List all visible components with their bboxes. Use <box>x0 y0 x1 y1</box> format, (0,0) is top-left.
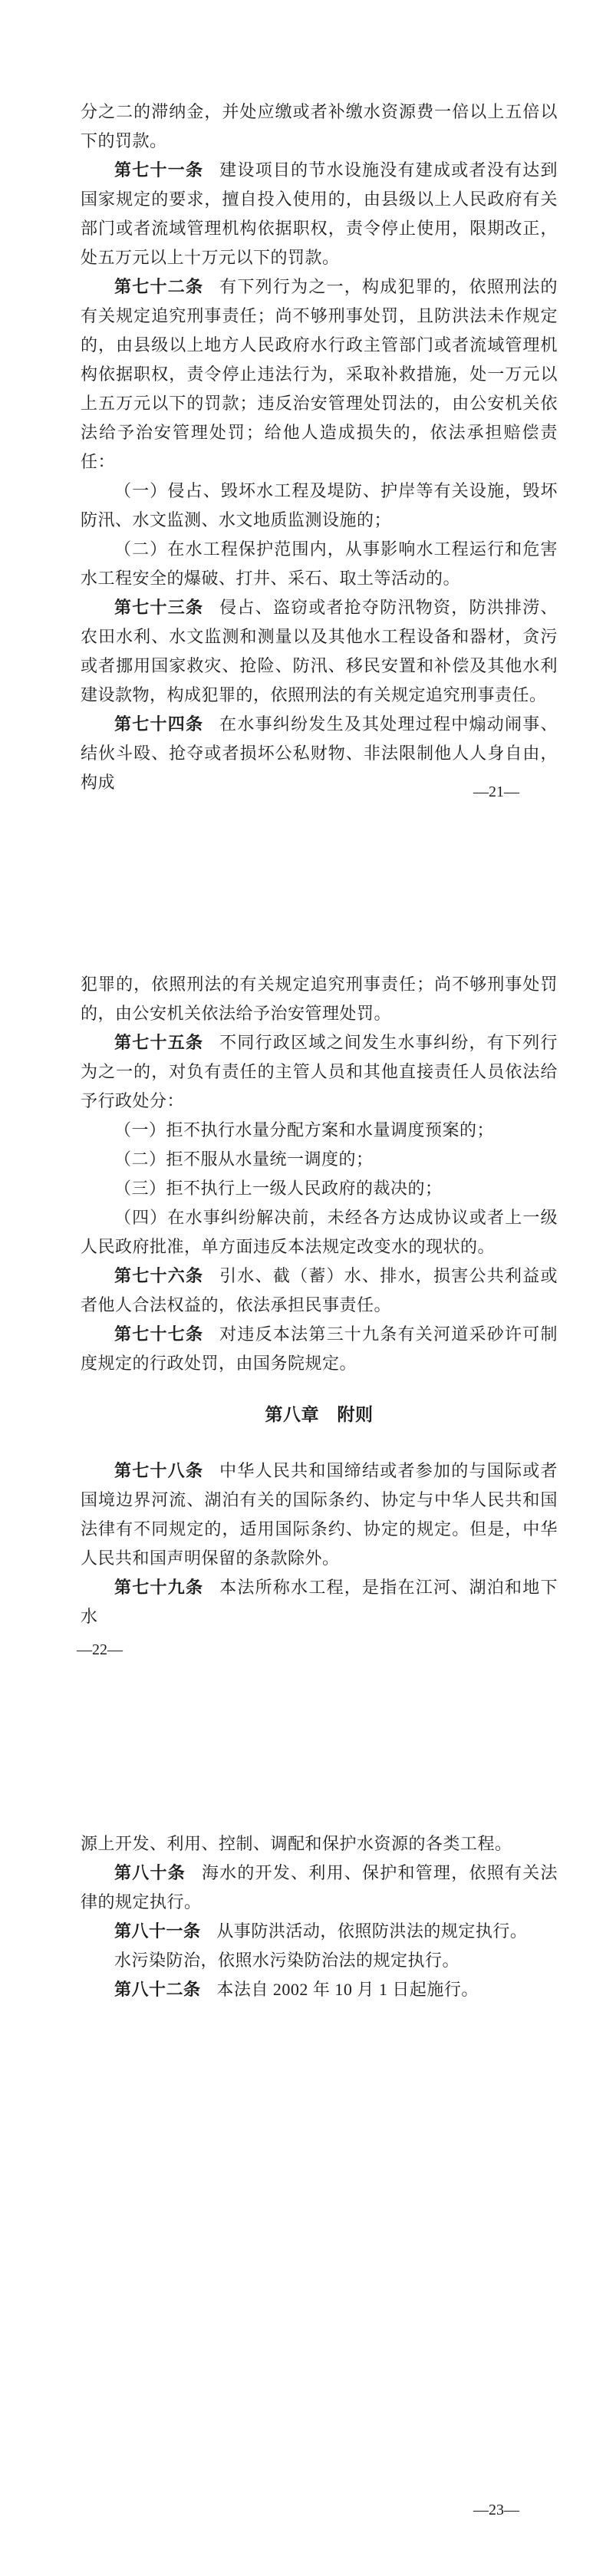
paragraph-text: 本法自 2002 年 10 月 1 日起施行。 <box>216 1980 479 1999</box>
paragraph-text: （三）拒不执行上一级人民政府的裁决的； <box>114 1179 443 1198</box>
paragraph <box>81 1456 558 1573</box>
article-number: 第七十一条 <box>114 160 204 180</box>
paragraph-text: 本法所称水工程，是指在江河、湖泊和地下水 <box>81 1578 558 1626</box>
paragraph-text: 源上开发、利用、控制、调配和保护水资源的各类工程。 <box>81 1834 512 1853</box>
paragraph-text: 从事防洪活动，依照防洪法的规定执行。 <box>216 1921 528 1941</box>
chapter-heading: 第八章 附则 <box>265 1404 374 1424</box>
paragraph <box>81 1975 558 2004</box>
page-22-text-block <box>81 970 558 1631</box>
paragraph-text: 侵占、盗窃或者抢夺防汛物资，防洪排涝、农田水利、水文监测和测量以及其他水工程设备和器材，贪污或者挪用国家救灾、抢险、防汛、移民安置和补偿及其他水利建设款物，构成犯罪的，依照刑法的有关规定追究刑事责任。 <box>81 598 558 704</box>
paragraph-text: 中华人民共和国缔结或者参加的与国际或者国境边界河流、湖泊有关的国际条约、协定与中华人民共和国法律有不同规定的，适用国际条约、协定的规定。但是，中华人民共和国声明保留的条款除外。 <box>81 1461 558 1568</box>
paragraph-text: 有下列行为之一，构成犯罪的，依照刑法的有关规定追究刑事责任；尚不够刑事处罚，且防洪法未作规定的，由县级以上地方人民政府水行政主管部门或者流域管理机构依据职权，责令停止违法行为，采取补救措施，处一万元以上五万元以下的罚款；违反治安管理处罚法的，由公安机关依法给予治安管理处罚；给他人造成损失的，依法承担赔偿责任： <box>81 277 558 471</box>
paragraph-text: 建设项目的节水设施没有建成或者没有达到国家规定的要求，擅自投入使用的，由县级以上人民政府有关部门或者流域管理机构依据职权，责令停止使用，限期改正，处五万元以上十万元以下的罚款。 <box>81 160 558 267</box>
paragraph-text: （二）拒不服从水量统一调度的； <box>114 1149 374 1169</box>
paragraph <box>81 1829 558 1859</box>
paragraph <box>81 1116 558 1145</box>
page-21-text-block <box>81 97 558 797</box>
article-number: 第七十八条 <box>114 1461 204 1480</box>
paragraph-text: 水污染防治，依照水污染防治法的规定执行。 <box>114 1951 460 1970</box>
page-number-23: —23— <box>473 2502 519 2518</box>
page-number-21: —21— <box>473 783 519 800</box>
article-number: 第八十二条 <box>114 1980 201 1999</box>
paragraph <box>81 1262 558 1320</box>
paragraph <box>81 970 558 1028</box>
paragraph <box>81 156 558 272</box>
paragraph-text: 在水事纠纷发生及其处理过程中煽动闹事、结伙斗殴、抢夺或者损坏公私财物、非法限制他人人身自由，构成 <box>81 714 558 792</box>
page-23-text-block <box>81 1829 558 2004</box>
paragraph <box>81 1573 558 1631</box>
article-number: 第七十九条 <box>114 1578 204 1597</box>
paragraph-text: 犯罪的，依照刑法的有关规定追究刑事责任；尚不够刑事处罚的，由公安机关依法给予治安管理处罚。 <box>81 975 558 1023</box>
paragraph <box>81 1859 558 1917</box>
article-number: 第七十三条 <box>114 598 204 617</box>
paragraph <box>81 535 558 593</box>
article-number: 第七十四条 <box>114 714 204 734</box>
paragraph <box>81 1946 558 1975</box>
paragraph <box>81 1203 558 1262</box>
paragraph-text: （四）在水事纠纷解决前，未经各方达成协议或者上一级人民政府批准，单方面违反本法规定改变水的现状的。 <box>81 1208 558 1256</box>
paragraph-text: 分之二的滞纳金，并处应缴或者补缴水资源费一倍以上五倍以下的罚款。 <box>81 102 558 150</box>
paragraph <box>81 593 558 710</box>
paragraph <box>81 272 558 477</box>
paragraph-text: （一）侵占、毁坏水工程及堤防、护岸等有关设施，毁坏防汛、水文监测、水文地质监测设施的； <box>81 481 558 529</box>
paragraph <box>81 1917 558 1946</box>
paragraph <box>81 477 558 535</box>
paragraph-text: 不同行政区域之间发生水事纠纷，有下列行为之一的，对负有责任的主管人员和其他直接责任人员依法给予行政处分： <box>81 1033 558 1110</box>
paragraph <box>81 1145 558 1174</box>
page-number-22: —22— <box>77 1641 123 1658</box>
paragraph <box>81 97 558 156</box>
article-number: 第七十五条 <box>114 1033 204 1052</box>
paragraph-text: 海水的开发、利用、保护和管理，依照有关法律的规定执行。 <box>81 1863 558 1911</box>
article-number: 第七十六条 <box>114 1266 204 1285</box>
article-number: 第八十条 <box>114 1863 186 1882</box>
article-number: 第八十一条 <box>114 1921 201 1941</box>
paragraph <box>81 1320 558 1378</box>
article-number: 第七十二条 <box>114 277 204 296</box>
paragraph <box>81 1174 558 1203</box>
paragraph-text: 对违反本法第三十九条有关河道采砂许可制度规定的行政处罚，由国务院规定。 <box>81 1324 558 1373</box>
article-number: 第七十七条 <box>114 1324 204 1344</box>
paragraph <box>81 1028 558 1116</box>
paragraph-text: （一）拒不执行水量分配方案和水量调度预案的； <box>114 1120 495 1140</box>
paragraph-text: 引水、截（蓄）水、排水，损害公共利益或者他人合法权益的，依法承担民事责任。 <box>81 1266 558 1314</box>
paragraph-text: （二）在水工程保护范围内，从事影响水工程运行和危害水工程安全的爆破、打井、采石、取土等活动的。 <box>81 539 558 588</box>
